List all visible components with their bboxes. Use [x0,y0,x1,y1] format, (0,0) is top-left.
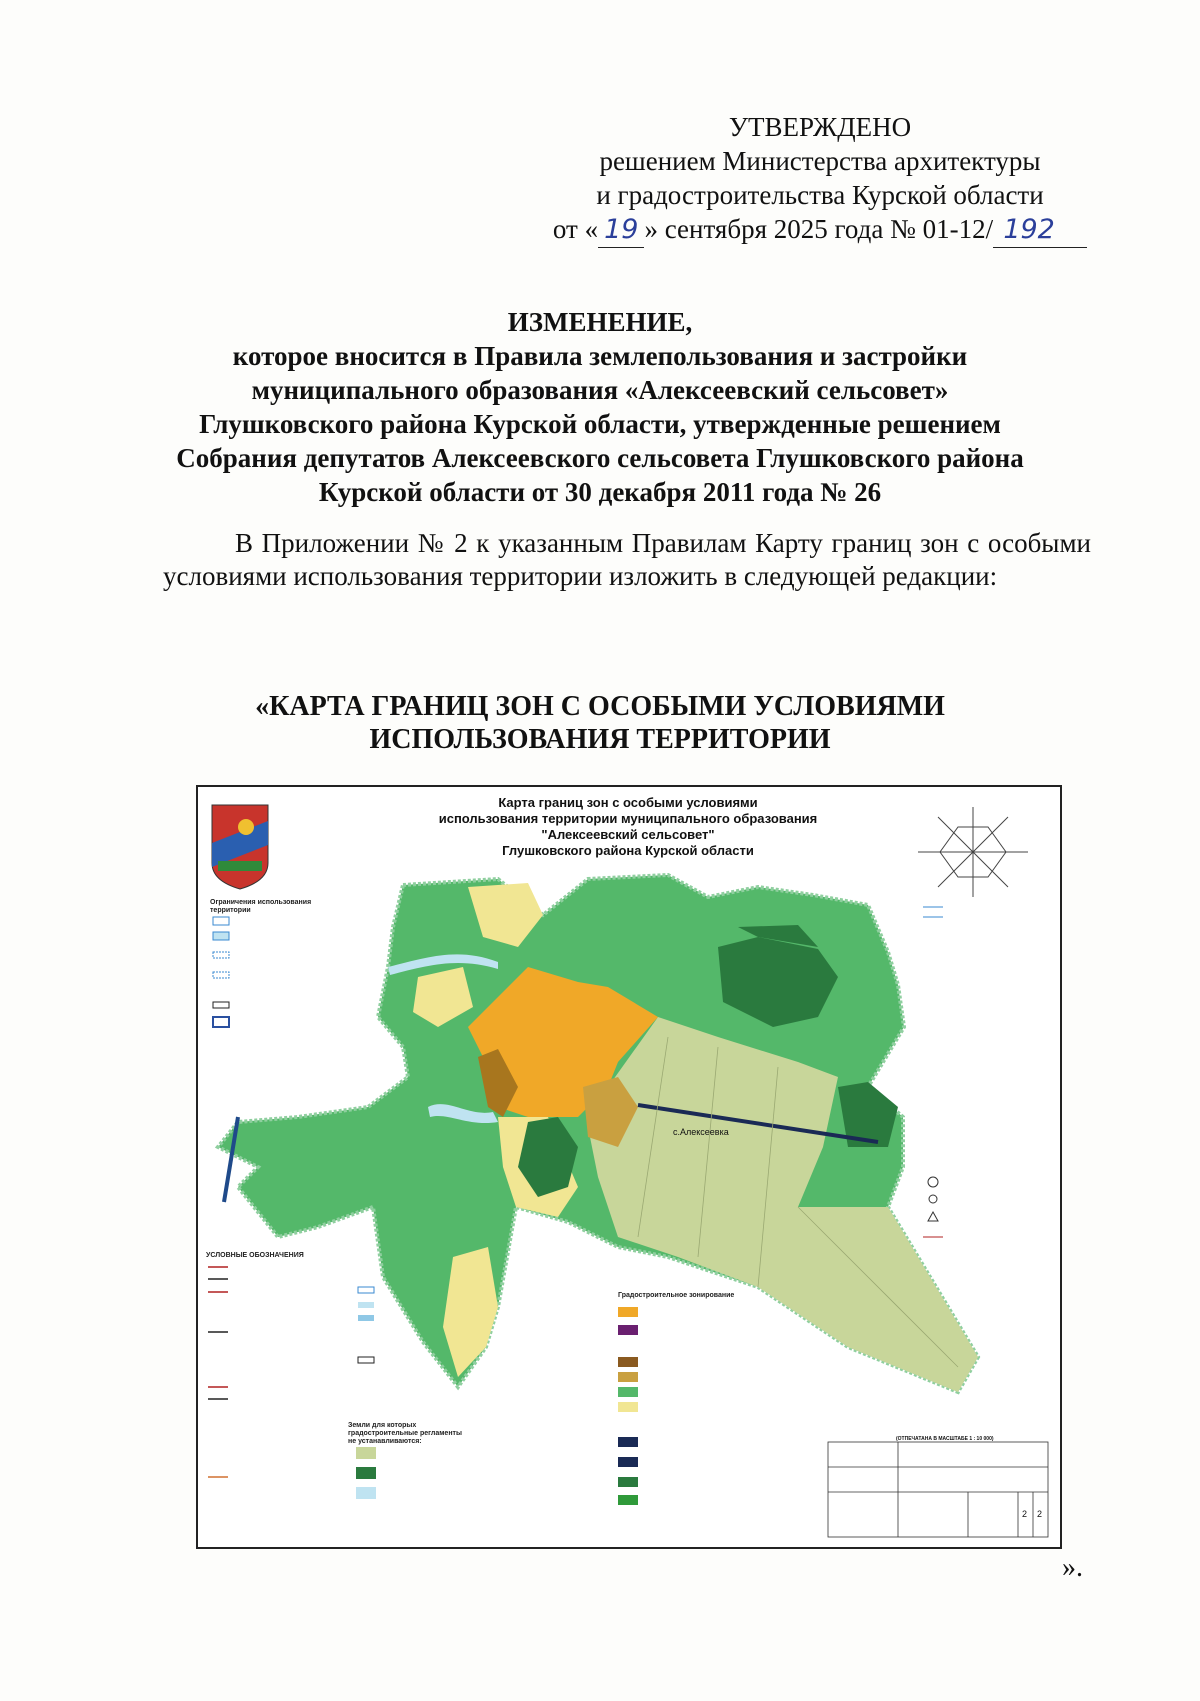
title-line: Глушковского района Курской области, утвержденные решением [199,409,1001,439]
legend-symbols-swatches [208,1267,228,1477]
legend-restrictions-title: Ограничения использования территории [210,899,312,914]
approval-heading: УТВЕРЖДЕНО [728,112,912,142]
map-heading-line: ИСПОЛЬЗОВАНИЯ ТЕРРИТОРИИ [369,724,831,755]
document-title [130,305,1070,509]
handwritten-day: 19 [598,213,644,248]
title-line: Курской области от 30 декабря 2011 года № 26 [318,477,882,507]
legend-zoning-title: Градостроительное зонирование [618,1292,735,1299]
legend-infrastructure [923,907,943,1237]
zoning-map [196,785,1062,1549]
title-line: которое вносится в Правила землепользования и застройки [232,341,968,371]
compass-rose-icon [918,807,1028,897]
approval-block [540,110,1100,248]
village-label: с.Алексеевка [673,1127,729,1137]
approval-date-line [540,212,1100,248]
state-border [224,1117,238,1202]
legend-water-swatches [358,1287,374,1363]
map-title-line: использования территории муниципального образования [438,811,818,826]
map-heading-line: «КАРТА ГРАНИЦ ЗОН С ОСОБЫМИ УСЛОВИЯМИ [255,691,945,722]
date-middle: » сентября 2025 года № 01-12/ [644,214,994,244]
sheets-total: 2 [1022,1509,1028,1519]
closing-quote: ». [1062,1552,1083,1583]
approval-line-ministry: решением Министерства архитектуры [599,146,1041,176]
legend-zoning-swatches [618,1307,638,1505]
legend-no-regulations-title: Земли для которых градостроительные регламенты не устанавливаются: [348,1422,462,1445]
map-graphic [198,787,1060,1547]
sheet-number: 2 [1037,1509,1043,1519]
body-paragraph: В Приложении № 2 к указанным Правилам Карту границ зон с особыми условиями использования территории изложить в следующей редакции: [163,528,1091,591]
legend-no-regulation-swatches [356,1447,376,1499]
coat-of-arms-icon [212,805,268,889]
legend-restrictions-swatches [213,917,229,1027]
scale-note: (ОТПЕЧАТАНА В МАСШТАБЕ 1 : 10 000) [896,1436,994,1442]
approval-line-region: и градостроительства Курской области [596,180,1044,210]
title-line: Собрания депутатов Алексеевского сельсовета Глушковского района [176,443,1024,473]
handwritten-doc-number: 192 [993,213,1087,248]
agri-olive-zone [588,1017,978,1392]
map-title-line: "Алексеевский сельсовет" [541,827,715,842]
legend-symbols-title: УСЛОВНЫЕ ОБОЗНАЧЕНИЯ [206,1252,304,1259]
map-title-line: Глушковского района Курской области [502,843,754,858]
title-line: муниципального образования «Алексеевский сельсовет» [251,375,949,405]
date-prefix: от « [552,214,599,244]
map-title-line: Карта границ зон с особыми условиями [498,795,758,810]
map-title [398,795,858,859]
title-line: ИЗМЕНЕНИЕ, [507,307,693,337]
map-heading [200,690,1000,756]
map-title-block [828,1442,1048,1537]
